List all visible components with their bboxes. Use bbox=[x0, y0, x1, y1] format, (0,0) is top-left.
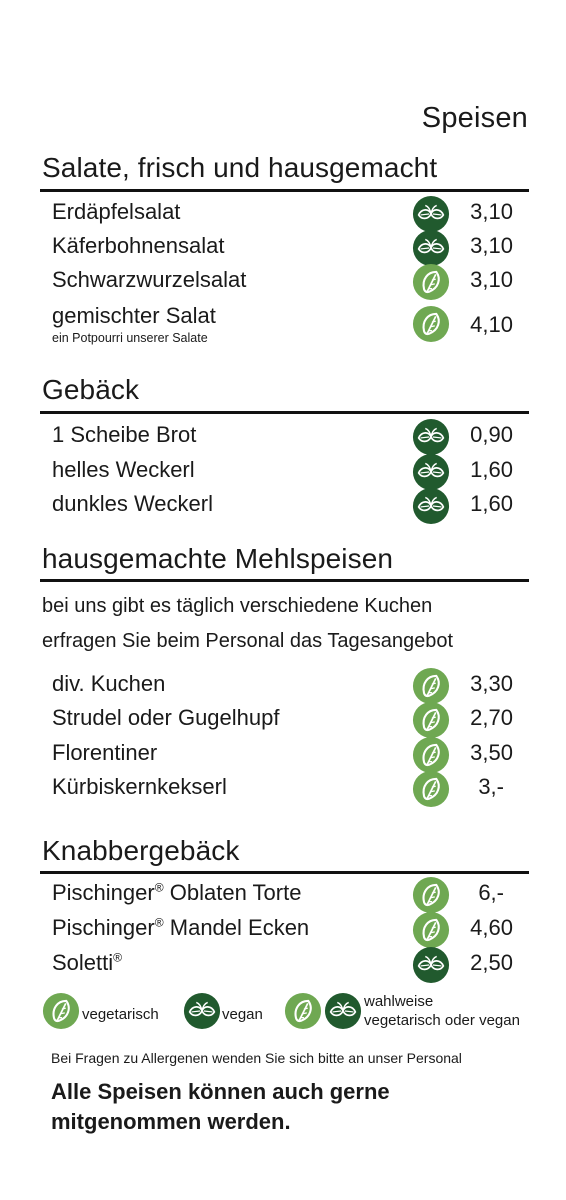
section-description: bei uns gibt es täglich verschiedene Kuchen bbox=[42, 595, 433, 617]
vegan-icon bbox=[412, 229, 450, 267]
item-price: 3,30 bbox=[470, 671, 513, 696]
section-divider bbox=[40, 579, 529, 582]
item-price: 4,10 bbox=[470, 312, 513, 337]
item-name: Kürbiskernkekserl bbox=[52, 774, 227, 799]
menu-item bbox=[0, 299, 566, 347]
vegan-icon bbox=[183, 992, 221, 1030]
section-title-snacks: Knabbergebäck bbox=[42, 835, 240, 866]
vegan-icon bbox=[412, 195, 450, 233]
legend-optional-label: wahlweise bbox=[364, 993, 434, 1010]
section-title-salads: Salate, frisch und hausgemacht bbox=[42, 152, 438, 183]
item-name: Pischinger® Mandel Ecken bbox=[52, 915, 310, 940]
menu-item bbox=[0, 487, 566, 521]
vegetarian-icon bbox=[412, 770, 450, 808]
item-price: 3,10 bbox=[470, 233, 513, 258]
menu-item bbox=[0, 946, 566, 980]
vegetarian-icon bbox=[412, 305, 450, 343]
page-title: Speisen bbox=[421, 102, 528, 134]
item-name: Pischinger® Oblaten Torte bbox=[52, 880, 302, 905]
menu-item bbox=[0, 229, 566, 263]
item-name: Schwarzwurzelsalat bbox=[52, 267, 247, 292]
item-name: Strudel oder Gugelhupf bbox=[52, 705, 280, 730]
item-name: Erdäpfelsalat bbox=[52, 199, 181, 224]
section-divider bbox=[40, 871, 529, 874]
vegan-icon bbox=[412, 487, 450, 525]
item-price: 2,50 bbox=[470, 950, 513, 975]
item-price: 4,60 bbox=[470, 915, 513, 940]
vegetarian-icon bbox=[284, 992, 322, 1030]
vegan-icon bbox=[324, 992, 362, 1030]
item-name: gemischter Salat bbox=[52, 303, 216, 328]
menu-item bbox=[0, 736, 566, 770]
vegetarian-icon bbox=[42, 992, 80, 1030]
menu-item bbox=[0, 453, 566, 487]
menu-item bbox=[0, 418, 566, 452]
vegetarian-icon bbox=[412, 876, 450, 914]
item-price: 3,10 bbox=[470, 199, 513, 224]
vegan-icon bbox=[412, 418, 450, 456]
section-title-bakery: Gebäck bbox=[42, 374, 140, 405]
vegan-icon bbox=[412, 946, 450, 984]
menu-item bbox=[0, 263, 566, 297]
vegetarian-icon bbox=[412, 736, 450, 774]
menu-item bbox=[0, 667, 566, 701]
takeaway-note: Alle Speisen können auch gerne mitgenommen werden. bbox=[51, 1079, 390, 1134]
section-title-pastries: hausgemachte Mehlspeisen bbox=[42, 543, 394, 574]
menu-item bbox=[0, 770, 566, 804]
legend-optional-label: vegetarisch oder vegan bbox=[364, 1012, 520, 1029]
item-note: ein Potpourri unserer Salate bbox=[52, 331, 208, 345]
section-divider bbox=[40, 189, 529, 192]
diet-legend bbox=[0, 992, 566, 1036]
menu-item bbox=[0, 876, 566, 910]
item-price: 3,- bbox=[478, 774, 504, 799]
item-name: helles Weckerl bbox=[52, 457, 195, 482]
item-name: Soletti® bbox=[52, 950, 123, 975]
menu-item bbox=[0, 195, 566, 229]
item-name: Käferbohnensalat bbox=[52, 233, 225, 258]
vegan-icon bbox=[412, 453, 450, 491]
item-price: 3,50 bbox=[470, 740, 513, 765]
vegetarian-icon bbox=[412, 263, 450, 301]
item-name: Florentiner bbox=[52, 740, 158, 765]
vegetarian-icon bbox=[412, 911, 450, 949]
allergen-note: Bei Fragen zu Allergenen wenden Sie sich bitte an unser Personal bbox=[51, 1050, 462, 1066]
vegetarian-icon bbox=[412, 667, 450, 705]
item-price: 1,60 bbox=[470, 457, 513, 482]
vegetarian-icon bbox=[412, 701, 450, 739]
item-name: dunkles Weckerl bbox=[52, 491, 213, 516]
item-price: 0,90 bbox=[470, 422, 513, 447]
section-description: erfragen Sie beim Personal das Tagesangebot bbox=[42, 630, 454, 652]
legend-vegan-label: vegan bbox=[222, 1006, 263, 1023]
legend-vegetarian-label: vegetarisch bbox=[82, 1006, 159, 1023]
section-divider bbox=[40, 411, 529, 414]
item-name: div. Kuchen bbox=[52, 671, 166, 696]
menu-item bbox=[0, 911, 566, 945]
item-name: 1 Scheibe Brot bbox=[52, 422, 197, 447]
item-price: 1,60 bbox=[470, 491, 513, 516]
menu-item bbox=[0, 701, 566, 735]
item-price: 3,10 bbox=[470, 267, 513, 292]
item-price: 2,70 bbox=[470, 705, 513, 730]
item-price: 6,- bbox=[478, 880, 504, 905]
